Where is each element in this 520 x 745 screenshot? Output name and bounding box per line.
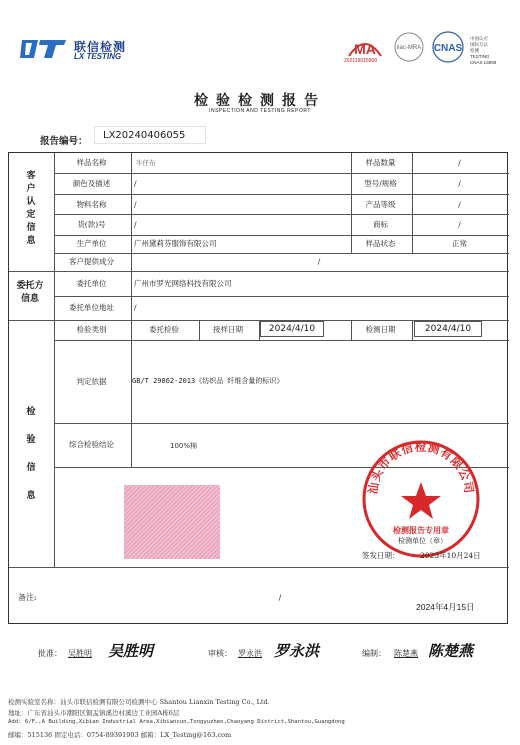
color-desc-value: / — [134, 178, 137, 188]
review-name: 罗永洪 — [238, 649, 262, 658]
svg-text:MA: MA — [354, 41, 376, 57]
sample-state-label: 样品状态 — [365, 238, 396, 248]
producer-label: 生产单位 — [76, 238, 107, 248]
cnas-side-line: 检测 — [470, 48, 479, 53]
svg-text:ilac-MRA: ilac-MRA — [396, 45, 422, 51]
remarks-label: 备注: — [18, 592, 37, 602]
receive-date-field[interactable]: 2024/4/10 — [260, 321, 324, 337]
color-desc-label: 颜色及描述 — [72, 178, 111, 188]
cnas-mark-icon — [428, 30, 468, 66]
seal-arc-text: 汕头市联信检测有限公司 — [365, 439, 477, 495]
conclusion-label: 综合检验结论 — [69, 440, 114, 449]
sample-qty-value: / — [458, 157, 461, 167]
inspect-type-label: 检验类别 — [76, 325, 107, 334]
provided-composition-value: / — [317, 256, 321, 266]
sample-qty-label: 样品数量 — [365, 157, 396, 167]
receive-date-label: 接样日期 — [213, 325, 243, 334]
logo-text-cn: 联信检测 — [74, 40, 127, 54]
sample-name-label: 样品名称 — [76, 157, 107, 167]
sample-state-value: 正常 — [452, 238, 467, 248]
entrust-addr-label: 委托单位地址 — [69, 303, 114, 312]
issue-date-value: 2023年10月24日 — [420, 550, 481, 560]
style-no-value: / — [134, 219, 137, 229]
cnas-side-line: 国际互认 — [470, 42, 488, 47]
cnas-side-line: 中国认可 — [470, 36, 488, 41]
logo-text-en: LX TESTING — [74, 52, 122, 61]
entrust-unit-value: 广州市罗光网络科技有限公司 — [134, 278, 232, 288]
model-spec-value: / — [458, 178, 461, 188]
model-spec-label: 型号/规格 — [364, 178, 397, 188]
approve-label: 批准： — [38, 649, 62, 658]
sample-name-value: 牛仔布 — [136, 158, 156, 167]
product-grade-value: / — [458, 199, 461, 209]
ilac-mra-mark-icon — [392, 30, 426, 66]
report-no-label: 报告编号： — [40, 136, 88, 147]
edit-signature: 陈楚燕 — [428, 642, 474, 660]
footer-address-cn: 地址：广东省汕头市潮阳区铜盂镇溪边村溪边工业园A栋6层 — [8, 709, 180, 717]
svg-text:CNAS: CNAS — [433, 43, 463, 54]
remarks-value: / — [278, 592, 282, 602]
conclusion-value: 100%棉 — [170, 442, 198, 450]
remarks-date: 2024年4月15日 — [416, 602, 475, 612]
edit-label: 编制： — [362, 649, 386, 658]
inspect-type-value: 委托检验 — [149, 325, 179, 334]
style-no-label: 货(款)号 — [77, 219, 106, 229]
inspect-section-label — [18, 398, 44, 510]
test-date-label: 检测日期 — [365, 325, 396, 334]
entrust-section-label — [10, 280, 50, 306]
footer-address-en: Add: 6/F.,A Building,Xibian Industrial Area,Xibiancun,Tongyuzhen,Chaoyang District,Shantou,Guangdong — [8, 719, 345, 725]
cma-number: 202119015968 — [344, 58, 377, 64]
product-grade-label: 产品等级 — [365, 199, 396, 209]
trademark-value: / — [458, 219, 461, 229]
report-title-en: INSPECTION AND TESTING REPORT — [209, 108, 311, 114]
basis-label: 判定依据 — [76, 376, 107, 386]
material-name-value: / — [134, 199, 137, 209]
entrust-addr-value: / — [134, 303, 137, 312]
trademark-label: 商标 — [373, 219, 388, 229]
client-section-text: 客户认定信息 — [26, 171, 36, 246]
report-title: 检验检测报告 — [194, 93, 326, 109]
entrust-unit-label: 委托单位 — [76, 278, 107, 288]
entrust-section-text: 委托方信息 — [16, 281, 44, 304]
client-section-label — [18, 170, 44, 248]
inspect-section-text: 检验信息 — [26, 407, 36, 501]
company-logo-icon — [20, 38, 68, 60]
review-signature: 罗永洪 — [274, 642, 320, 660]
report-no-field[interactable]: LX20240406055 — [94, 126, 206, 144]
seal-unit-label: 检测单位（章） — [398, 537, 447, 545]
issue-date-label: 签发日期： — [362, 550, 400, 560]
provided-composition-label: 客户提供成分 — [69, 256, 114, 266]
approve-name: 吴胜明 — [68, 649, 92, 658]
review-label: 审核： — [208, 649, 232, 658]
test-date-field[interactable]: 2024/4/10 — [414, 321, 482, 337]
edit-name: 陈楚燕 — [394, 649, 418, 658]
cnas-side-line: CNAS L5958 — [470, 60, 497, 65]
footer-contact: 邮编：515136 固定电话：0754-89391903 邮箱：LX_Testing@163.com — [8, 731, 232, 739]
cnas-side-line: TESTING — [470, 54, 490, 59]
footer-lab-name: 检测实验室名称：汕头市联信检测有限公司检测中心 Shantou Lianxin Testing Co., Ltd. — [8, 698, 270, 706]
seal-center-text: 检测报告专用章 — [393, 526, 449, 535]
approve-signature: 吴胜明 — [108, 642, 154, 660]
producer-value: 广州黛莉芬服饰有限公司 — [134, 238, 217, 248]
fabric-sample-photo — [124, 485, 220, 559]
basis-value: GB/T 29862-2013《纺织品 纤维含量的标识》 — [132, 377, 284, 385]
material-name-label: 物料名称 — [76, 199, 107, 209]
cnas-side-text — [470, 36, 510, 66]
